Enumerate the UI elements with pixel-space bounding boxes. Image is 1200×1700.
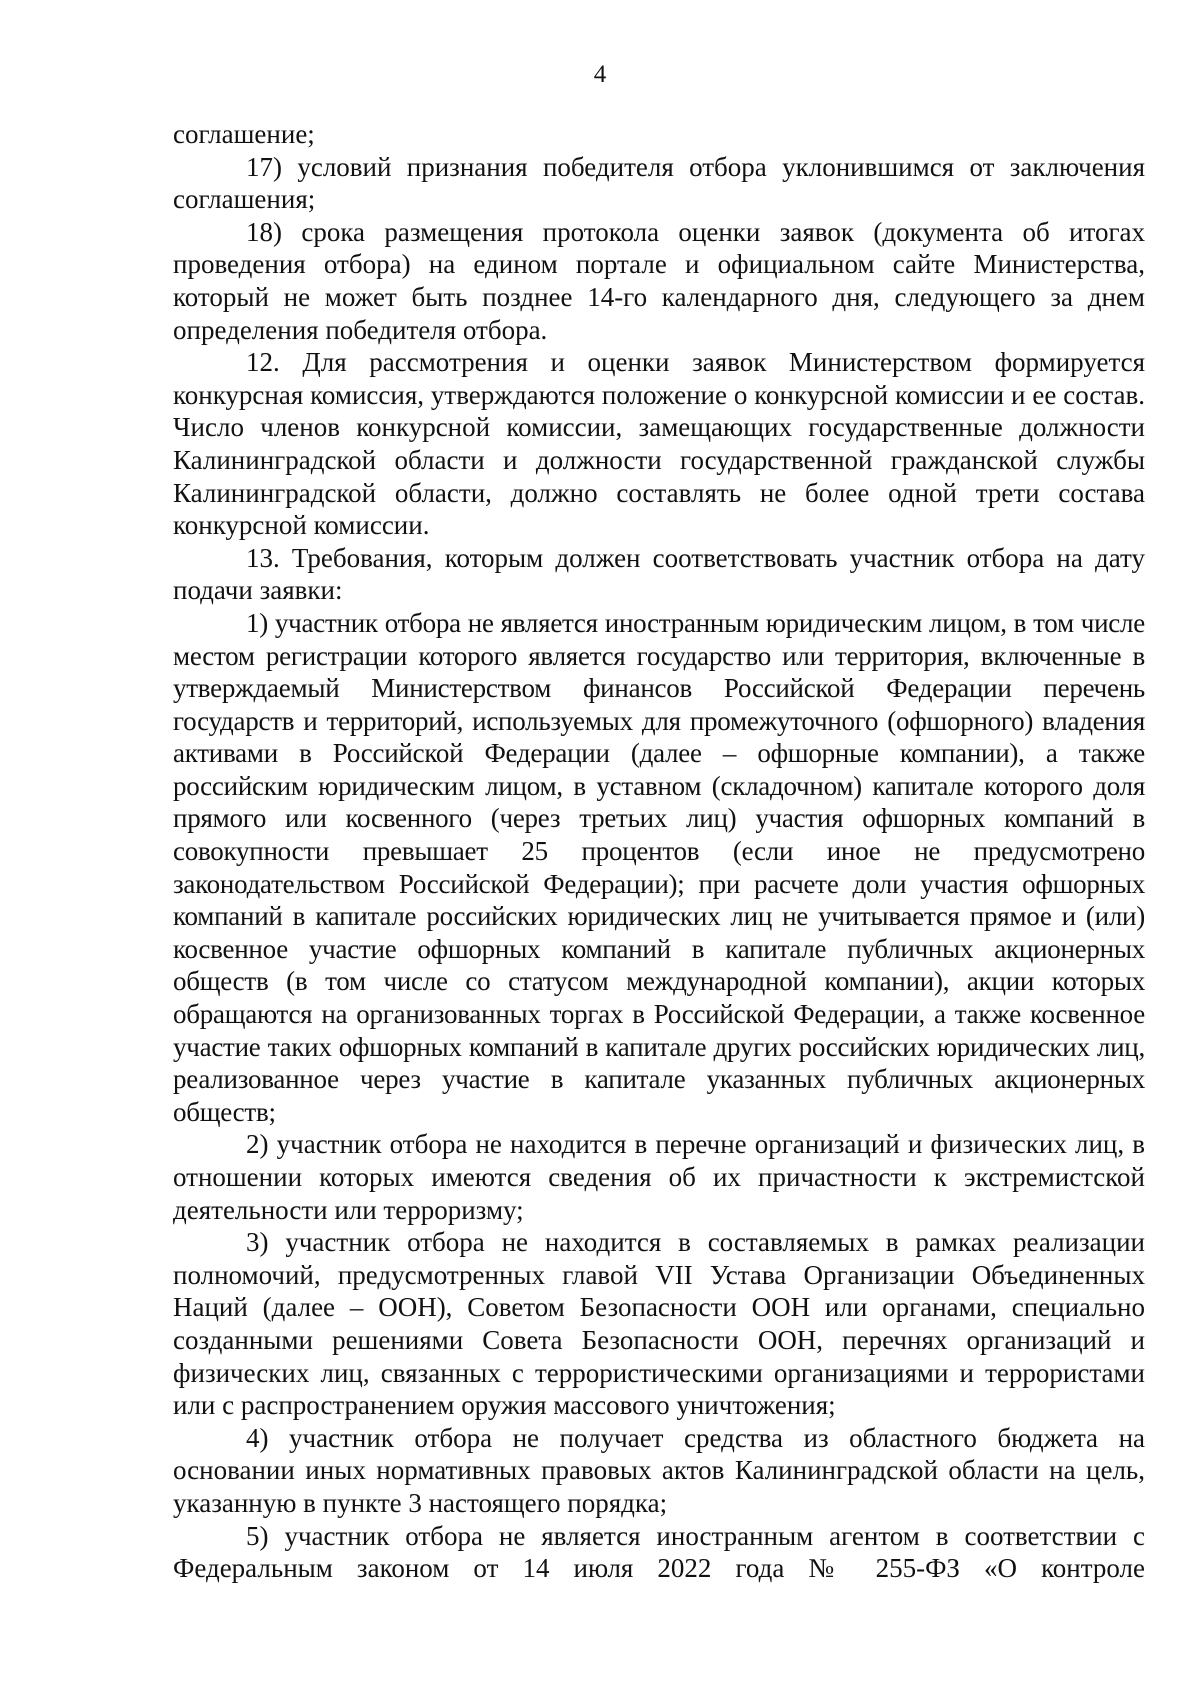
requirement-5: 5) участник отбора не является иностранным агентом в соответствии с Федеральным законом от 14 июля 2022 года № 255-ФЗ «О контроле xyxy=(173,1520,1145,1584)
requirement-1: 1) участник отбора не является иностранным юридическим лицом, в том числе местом регистрации которого является государство или территория, включенные в утверждаемый Министерством финансов Российской Федерации перечень государств и территорий, используемых для промежуточного (офшорного) владения активами в Российской Федерации (далее – офшорные компании), а также российским юридическим лицом, в уставном (складочном) капитале которого доля прямого или косвенного (через третьих лиц) участия офшорных компаний в совокупности превышает 25 процентов (если иное не предусмотрено законодательством Российской Федерации); при расчете доли участия офшорных компаний в капитале российских юридических лиц не учитывается прямое и (или) косвенное участие офшорных компаний в капитале публичных акционерных обществ (в том числе со статусом международной компании), акции которых обращаются на организованных торгах в Российской Федерации, а также косвенное участие таких офшорных компаний в капитале других российских юридических лиц, реализованное через участие в капитале указанных публичных акционерных обществ; xyxy=(173,607,1145,1127)
requirement-2: 2) участник отбора не находится в перечне организаций и физических лиц, в отношении которых имеются сведения об их причастности к экстремистской деятельности или терроризму; xyxy=(173,1129,1145,1225)
list-item-18: 18) срока размещения протокола оценки заявок (документа об итогах проведения отбора) на едином портале и официальном сайте Министерства, который не может быть позднее 14-го календарного дня, следующего за днем определения победителя отбора. xyxy=(173,216,1145,345)
requirement-3: 3) участник отбора не находится в составляемых в рамках реализации полномочий, предусмотренных главой VII Устава Организации Объединенных Наций (далее – ООН), Советом Безопасности ООН или органами, специально созданными решениями Совета Безопасности ООН, перечнях организаций и физических лиц, связанных с террористическими организациями и террористами или с распространением оружия массового уничтожения; xyxy=(173,1227,1145,1421)
document-body xyxy=(173,118,1145,1585)
clause-13: 13. Требования, которым должен соответствовать участник отбора на дату подачи заявки: xyxy=(173,542,1145,606)
clause-12: 12. Для рассмотрения и оценки заявок Министерством формируется конкурсная комиссия, утверждаются положение о конкурсной комиссии и ее состав. Число членов конкурсной комиссии, замещающих государственные должности Калининградской области и должности государственной гражданской службы Калининградской области, должно составлять не более одной трети состава конкурсной комиссии. xyxy=(173,347,1145,541)
list-item-17: 17) условий признания победителя отбора уклонившимся от заключения соглашения; xyxy=(173,151,1145,215)
page-number: 4 xyxy=(593,61,607,88)
paragraph-continuation: соглашение; xyxy=(173,119,315,149)
requirement-4: 4) участник отбора не получает средства из областного бюджета на основании иных нормативных правовых актов Калининградской области на цель, указанную в пункте 3 настоящего порядка; xyxy=(173,1422,1145,1518)
